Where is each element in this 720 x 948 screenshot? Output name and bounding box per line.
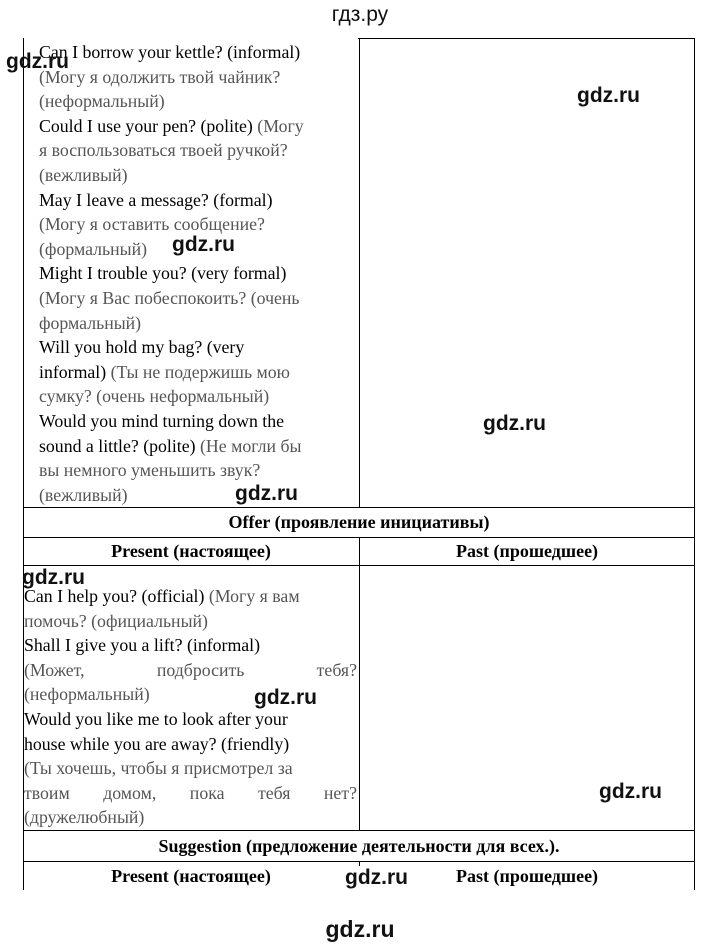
suggestion-col-past-header: Past (прошедшее)	[455, 866, 599, 886]
site-header: гдз.ру	[331, 3, 389, 26]
column-divider-offer	[359, 565, 360, 831]
watermark-logo: gdz.ru	[235, 482, 298, 505]
watermark-logo: gdz.ru	[254, 686, 317, 709]
suggestion-col-present-header: Present (настоящее)	[111, 866, 271, 886]
watermark-logo: gdz.ru	[172, 233, 235, 256]
row-divider	[23, 830, 695, 831]
example-1: Can I borrow your kettle? (informal)	[39, 42, 301, 62]
offer-section-title: Offer (проявление инициативы)	[228, 512, 490, 532]
example-3: May I leave a message? (formal)	[39, 189, 273, 210]
offer-col-present-header: Present (настоящее)	[111, 541, 271, 561]
table-top-border	[358, 38, 695, 39]
offer-example-2: Shall I give you a lift? (informal)	[24, 635, 261, 656]
site-footer-watermark: gdz.ru	[325, 916, 395, 942]
example-2: Could I use your pen? (polite) (Могу	[39, 115, 304, 136]
offer-example-1: Can I help you? (official) (Могу я вам	[24, 586, 300, 606]
offer-examples-cell: Can I help you? (official) (Могу я вам помочь? (официальный) Shall I give you a lift? (informal) (Может, подбросить тебя? (неформальный) Would you like me to look after your house while you are away? (friendly) (Ты хочешь, чтобы я присмотрел за твоим домом, пока тебя нет? (дружелюбный)	[24, 586, 357, 828]
watermark-logo: gdz.ru	[6, 50, 69, 73]
watermark-logo: gdz.ru	[599, 780, 662, 803]
request-examples-cell: Can I borrow your kettle? (informal) (Могу я одолжить твой чайник? (неформальный) Could I use your pen? (polite) (Могу я воспользоваться твоей ручкой? (вежливый) May I leave a message? (formal) (Могу я оставить сообщение? (формальный) Might I trouble you? (very formal) (Могу я Вас побеспокоить? (очень формальный) Will you hold my bag? (very informal) (Ты не подержишь мою сумку? (очень неформальный) Would you mind turning down the sound a little? (polite) (Не могли бы вы немного уменьшить звук? (вежливый)	[39, 40, 357, 507]
watermark-logo: gdz.ru	[345, 866, 408, 889]
column-divider-top	[359, 38, 360, 507]
offer-col-past-header: Past (прошедшее)	[455, 541, 599, 561]
watermark-logo: gdz.ru	[22, 566, 85, 589]
example-4: Might I trouble you? (very formal)	[39, 263, 287, 284]
watermark-logo: gdz.ru	[577, 84, 640, 107]
table-right-border	[694, 38, 695, 890]
watermark-logo: gdz.ru	[483, 412, 546, 435]
offer-example-3: Would you like me to look after your	[24, 708, 288, 729]
example-6: Would you mind turning down the	[39, 410, 285, 431]
example-5: Will you hold my bag? (very	[39, 337, 245, 358]
suggestion-section-title: Suggestion (предложение деятельности для всех.).	[158, 836, 560, 856]
